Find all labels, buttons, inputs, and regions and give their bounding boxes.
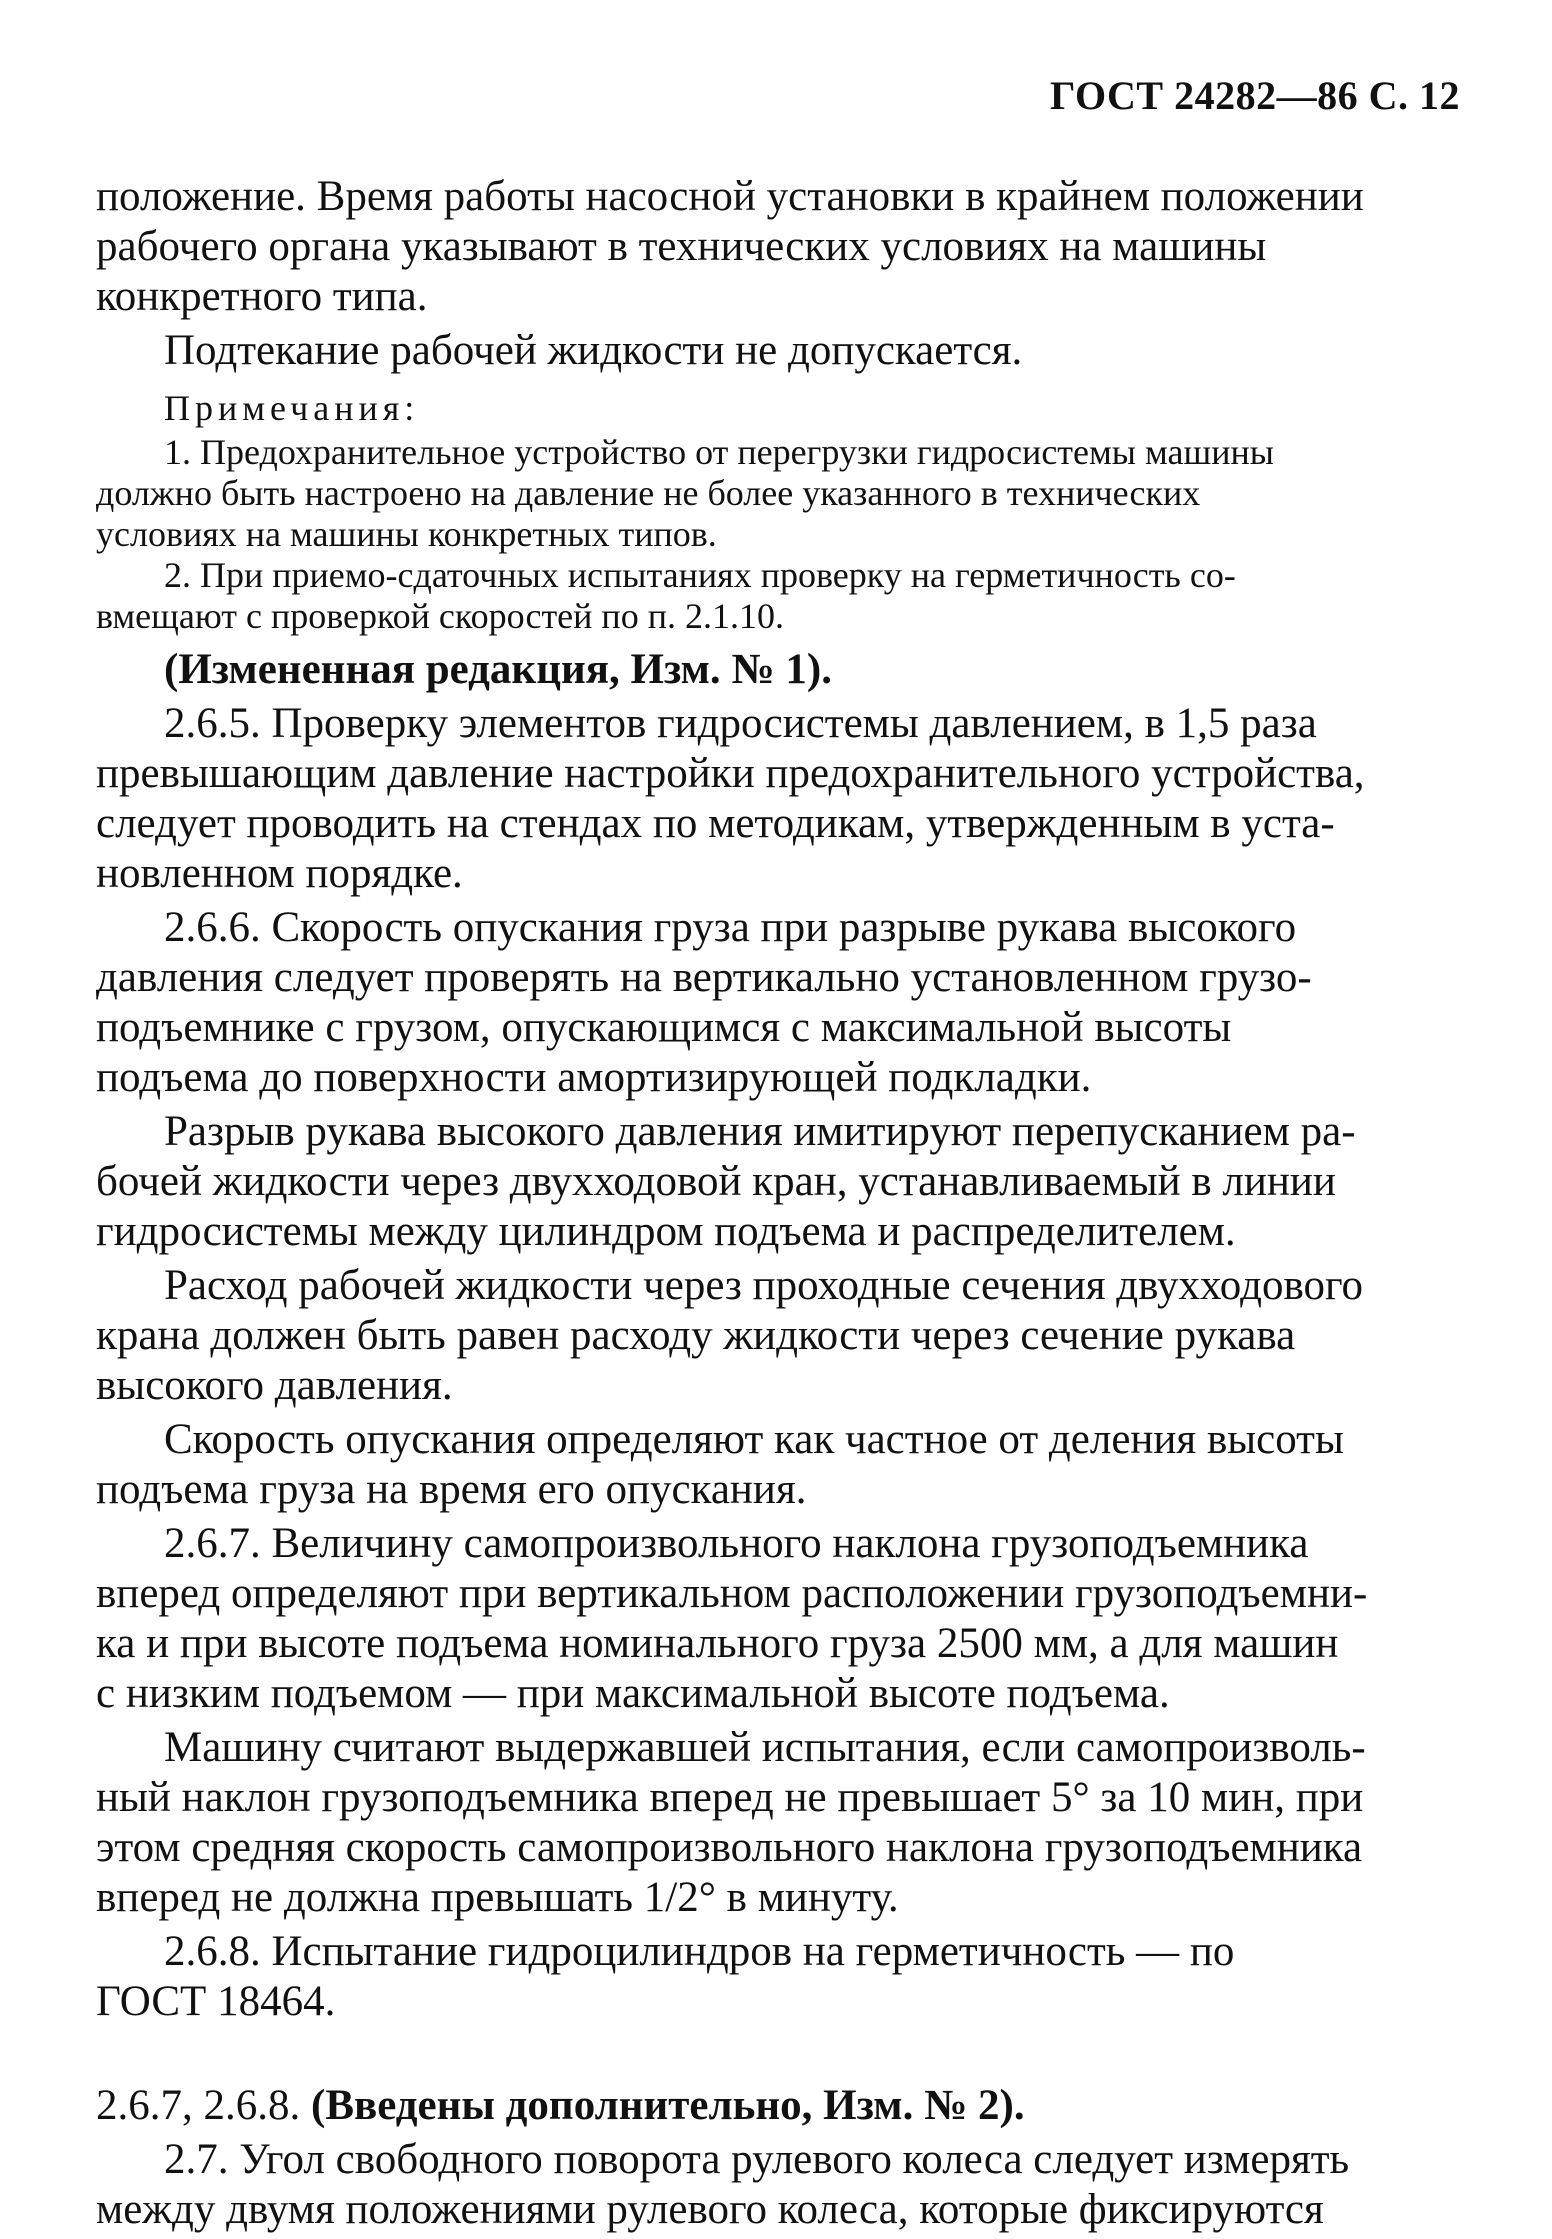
amendment-note-2: [96, 2031, 1456, 2131]
paragraph-speed: Скорость опускания определяют как частное от деления высоты подъема груза на время его опускания.: [96, 1416, 1344, 1513]
notes-heading: Примечания:: [164, 388, 420, 428]
clause-2-6-8: 2.6.8. Испытание гидроцилиндров на герметичность — по ГОСТ 18464.: [96, 1928, 1235, 2025]
paragraph-continuation: положение. Время работы насосной установки в крайнем положении рабочего органа указывают в технических условиях на машины конкретного типа.: [96, 173, 1364, 320]
paragraph-rupture: Разрыв рукава высокого давления имитируют перепусканием ра- бочей жидкости через двухходовой кран, устанавливаемый в линии гидросистемы между цилиндром подъема и распределителем.: [96, 1108, 1356, 1255]
amendment-2-clauses: 2.6.7, 2.6.8.: [96, 2082, 311, 2129]
amendment-2-text: (Введены дополнительно, Изм. № 2).: [311, 2082, 1025, 2129]
clause-2-6-7: 2.6.7. Величину самопроизвольного наклона грузоподъемника вперед определяют при вертикальном расположении грузоподъемни- ка и при высоте подъема номинального груза 2500 мм, а для машин с низким подъемом — при максимальной высоте подъема.: [96, 1520, 1368, 1717]
paragraph-machine-test: Машину считают выдержавшей испытания, если самопроизволь- ный наклон грузоподъемника вперед не превышает 5° за 10 мин, при этом средняя скорость самопроизвольного наклона грузоподъемника вперед не должна превышать 1/2° в минуту.: [96, 1724, 1366, 1921]
page-content: [96, 172, 1456, 2239]
note-2: 2. При приемо-сдаточных испытаниях проверку на герметичность со- вмещают с проверкой скоростей по п. 2.1.10.: [96, 555, 1236, 636]
note-1: 1. Предохранительное устройство от перегрузки гидросистемы машины должно быть настроено на давление не более указанного в технических условиях на машины конкретных типов.: [96, 432, 1274, 554]
clause-2-7: 2.7. Угол свободного поворота рулевого колеса следует измерять между двумя положениями рулевого колеса, которые фиксируются: [96, 2136, 1350, 2233]
paragraph-leakage: Подтекание рабочей жидкости не допускается.: [164, 327, 1023, 374]
clause-2-6-5: 2.6.5. Проверку элементов гидросистемы давлением, в 1,5 раза превышающим давление настройки предохранительного устройства, следует проводить на стендах по методикам, утвержденным в уста- новленном порядке.: [96, 700, 1365, 897]
clause-2-6-6: 2.6.6. Скорость опускания груза при разрыве рукава высокого давления следует проверять на вертикально установленном грузо- подъемнике с грузом, опускающимся с максимальной высоты подъема до поверхности амортизирующей подкладки.: [96, 904, 1312, 1101]
page-header: ГОСТ 24282—86 С. 12: [1049, 73, 1460, 118]
amendment-note-1: (Измененная редакция, Изм. № 1).: [164, 646, 832, 693]
paragraph-flow: Расход рабочей жидкости через проходные сечения двухходового крана должен быть равен расходу жидкости через сечение рукава высокого давления.: [96, 1262, 1364, 1409]
